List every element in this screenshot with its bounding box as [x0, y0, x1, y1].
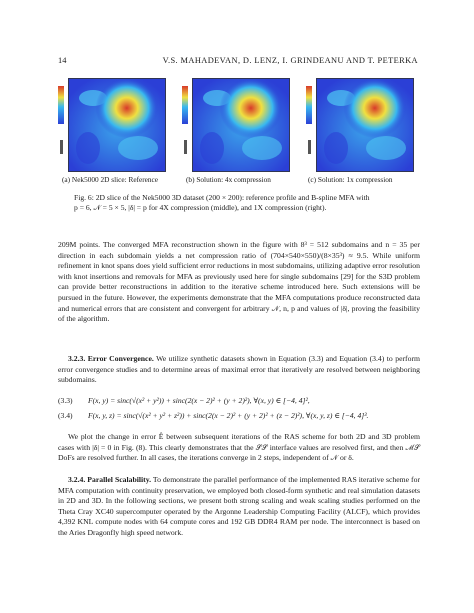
- colorbar: [306, 86, 312, 124]
- heatmap-1x-compression: [316, 78, 414, 172]
- equation-number: (3.3): [58, 396, 73, 405]
- heatmap-4x-compression: [192, 78, 290, 172]
- figure-panel-1x-compression: [306, 74, 418, 184]
- figure-caption-line-2: p = 6, 𝒩 = 5 × 5, |δ| = p for 4X compression (middle), and 1X compression (right).: [74, 202, 327, 212]
- running-head: V.S. MAHADEVAN, D. LENZ, I. GRINDEANU AND T. PETERKA: [162, 56, 418, 65]
- axis-label-mark: [59, 140, 64, 154]
- equation-3-3: [58, 396, 420, 408]
- subcaption-b: (b) Solution: 4x compression: [186, 175, 271, 184]
- figure-caption-line-1: Fig. 6: 2D slice of the Nek5000 3D dataset (200 × 200): reference profile and B-spline MFA with: [74, 193, 370, 202]
- page-number: 14: [58, 56, 67, 65]
- paragraph-error-change: We plot the change in error Ê between subsequent iterations of the RAS scheme for both 2D and 3D problem cases with |δ| = 0 in Fig. (8). This clearly demonstrates that the 𝒮𝒮 interface values are resolved first, and then ℳ𝒮 DoFs are resolved further. In all cases, the iterations converge in 2 steps, independent of 𝒩 or δ.: [58, 432, 420, 463]
- equation-3-4: [58, 411, 420, 423]
- subcaption-a: (a) Nek5000 2D slice: Reference: [62, 175, 159, 184]
- running-header: [58, 56, 418, 68]
- colorbar: [58, 86, 64, 124]
- axis-label-mark: [307, 140, 312, 154]
- equation-number: (3.4): [58, 411, 73, 420]
- section-text: We utilize synthetic datasets shown in Equation (3.3) and Equation (3.4) to perform error convergence studies and to determine areas of maximal error that iteratively are resolved between neighboring subdomains.: [58, 354, 421, 385]
- equation-body: F(x, y, z) = sinc(√(x² + y² + z²)) + sinc(2(x − 2)² + (y + 2)² + (z − 2)²), ∀(x, y, z) ∈ [−4, 4]³.: [88, 411, 369, 420]
- equation-body: F(x, y) = sinc(√(x² + y²)) + sinc(2(x − 2)² + (y + 2)²), ∀(x, y) ∈ [−4, 4]²,: [88, 396, 310, 405]
- section-heading: 3.2.3. Error Convergence.: [68, 354, 154, 363]
- section-3-2-3: [58, 354, 420, 386]
- section-heading: 3.2.4. Parallel Scalability.: [68, 475, 152, 484]
- axis-label-mark: [183, 140, 188, 154]
- heatmap-reference: [68, 78, 166, 172]
- colorbar: [182, 86, 188, 124]
- figure-caption: [74, 193, 422, 212]
- subcaption-c: (c) Solution: 1x compression: [308, 175, 393, 184]
- section-3-2-4: [58, 475, 420, 539]
- figure-6: [58, 74, 418, 184]
- figure-panel-reference: [58, 74, 170, 184]
- section-text: To demonstrate the parallel performance of the implemented RAS iterative scheme for MFA computation with continuity preservation, we employed both closed-form synthetic and real simulation datasets in 2D and 3D. In the following sections, we present both strong scaling and weak scaling studies performed on the Theta Cray XC40 supercomputer operated by the Argonne Leadership Computing Facility (ALCF), which provides 4,392 KNL compute nodes with 64 compute cores and 192 GB DDR4 RAM per node. The interconnect is based on the Aries Dragonfly high speed network.: [58, 475, 421, 537]
- paragraph-compression-results: 209M points. The converged MFA reconstruction shown in the figure with 8³ = 512 subdomains and n = 35 per direction in each subdomain yields a net compression ratio of (704×540×550)/(8×35³) ≈ 9.5. While uniform refinement in knot spans does yield sufficient error reductions in most subdomains, utilizing adaptive error resolution with knot insertions and removals for MFA as previously used here for single subdomains [29] for the S3D problem can provide better reconstructions in addition to the iterative scheme introduced here. Such extensions will be pursued in the future. However, the experiments demonstrate that the MFA computations produce reconstructed data and numerical errors that are consistent and convergent for arbitrary 𝒩, n, p and values of |δ|, proving the feasibility of the algorithm.: [58, 240, 420, 324]
- figure-panel-4x-compression: [182, 74, 294, 184]
